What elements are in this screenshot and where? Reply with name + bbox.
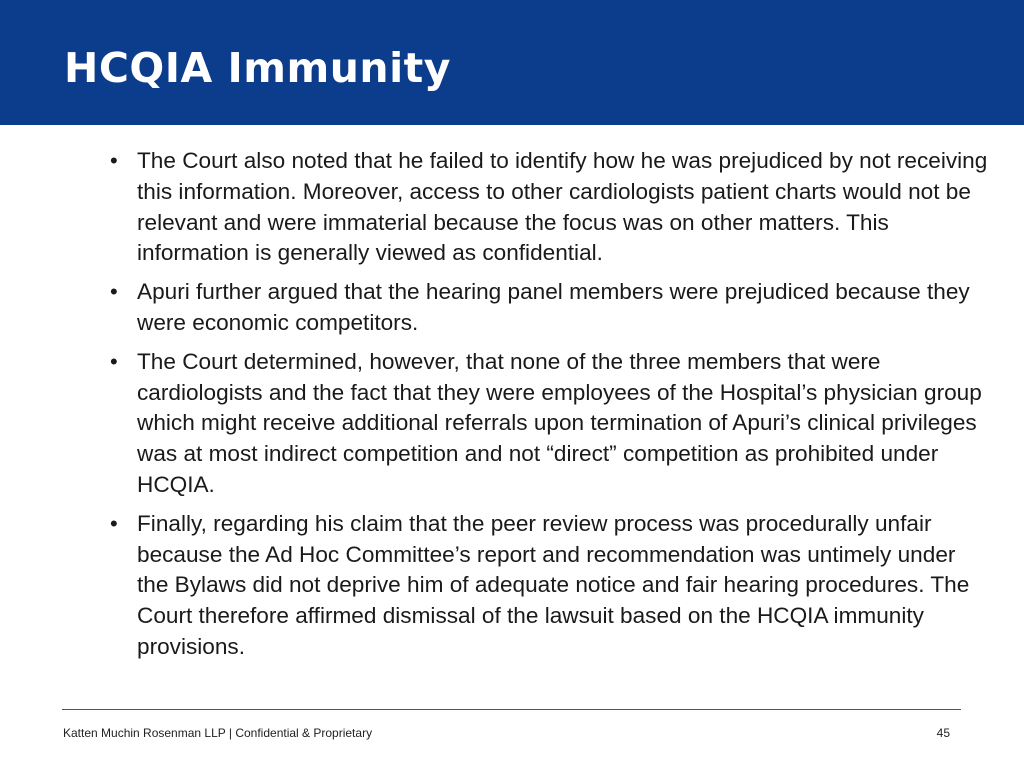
bullet-dot-icon: • — [110, 279, 118, 305]
page-number: 45 — [936, 726, 950, 740]
bullet-dot-icon: • — [110, 510, 118, 536]
bullet-text: Finally, regarding his claim that the peer review process was procedurally unfair because the Ad Hoc Committee’s report and recommendation was untimely under the Bylaws did not deprive him of adequate notice and fair hearing procedures. The Court therefore affirmed dismissal of the lawsuit based on the HCQIA immunity provisions. — [137, 510, 970, 659]
bullet-item — [110, 146, 990, 269]
bullet-item — [110, 347, 990, 501]
bullet-item — [110, 277, 990, 339]
bullet-dot-icon: • — [110, 348, 118, 374]
bullet-dot-icon: • — [110, 148, 118, 173]
bullet-list — [110, 146, 990, 671]
bullet-text: The Court determined, however, that none of the three members that were cardiologists and the fact that they were employees of the Hospital’s physician group which might receive additional referrals upon termination of Apuri’s clinical privileges was at most indirect competition and not “direct” competition as prohibited under HCQIA. — [137, 348, 982, 497]
bullet-text: The Court also noted that he failed to identify how he was prejudiced by not receiving this information. Moreover, access to other cardiologists patient charts would not be relevant and were immaterial because the focus was on other matters. This information is generally viewed as confidential. — [137, 148, 988, 266]
bullet-item — [110, 509, 990, 663]
footer-divider — [62, 709, 961, 710]
bullet-text: Apuri further argued that the hearing panel members were prejudiced because they were economic competitors. — [137, 279, 970, 335]
title-bar — [0, 0, 1024, 125]
slide-title: HCQIA Immunity — [64, 44, 451, 92]
footer-text: Katten Muchin Rosenman LLP | Confidential & Proprietary — [63, 726, 373, 740]
